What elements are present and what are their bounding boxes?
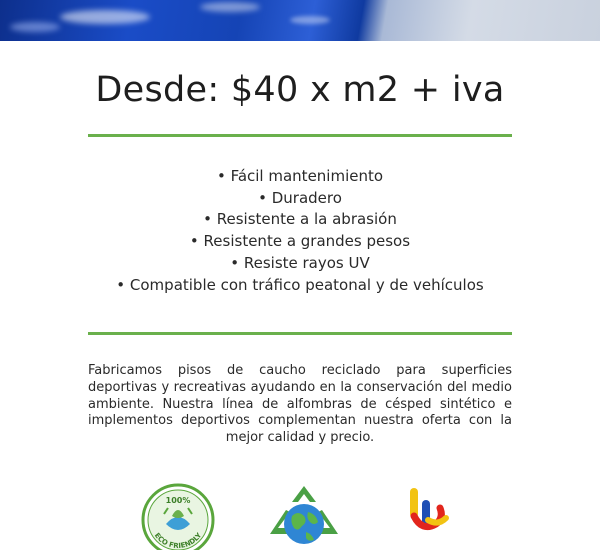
company-description: Fabricamos pisos de caucho reciclado para superficies deportivas y recreativas ayudando en la conservación del medio ambiente. Nuestra línea de alfombras de césped sintético e implementos deportivos complementan nuestra oferta con la mejor calidad y precio. [88,363,512,446]
eco-text-label: ECO FRIENDLY [152,531,204,550]
feature-item: • Compatible con tráfico peatonal y de vehículos [0,275,600,297]
recycle-globe-icon [264,480,344,550]
divider-top [88,134,512,137]
feature-item: • Duradero [0,188,600,210]
feature-item: • Resistente a grandes pesos [0,231,600,253]
feature-item: • Fácil mantenimiento [0,166,600,188]
price-title: Desde: $40 x m2 + iva [95,70,505,110]
eco-friendly-badge-icon [138,480,218,550]
eco-percent-label: 100% [165,496,191,505]
hero-floor-image [0,0,600,41]
feature-item: • Resiste rayos UV [0,253,600,275]
productor-logo-icon [392,480,472,550]
features-list [0,166,600,296]
badges-row [0,480,600,550]
divider-bottom [88,332,512,335]
feature-item: • Resistente a la abrasión [0,209,600,231]
